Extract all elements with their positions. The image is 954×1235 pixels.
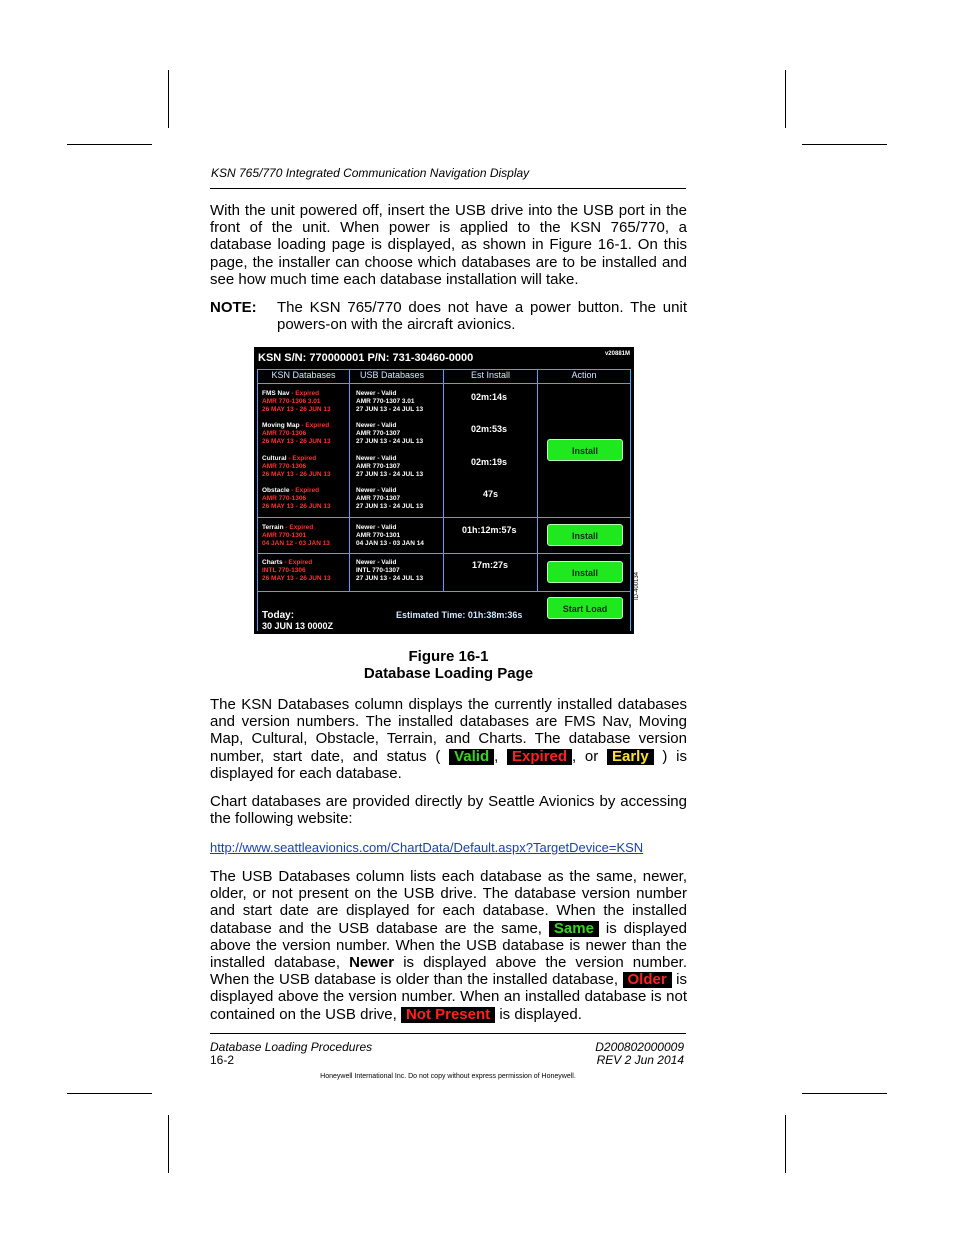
est-install-time: 17m:27s — [472, 560, 509, 570]
est-install-time: 02m:19s — [471, 457, 508, 467]
crop-mark — [785, 70, 786, 128]
column-header-action: Action — [571, 370, 597, 380]
same-badge: Same — [549, 921, 599, 937]
older-badge: Older — [623, 972, 672, 988]
footer-section-title: Database Loading Procedures — [210, 1040, 373, 1054]
crop-mark — [802, 144, 887, 145]
grid-border — [257, 517, 631, 518]
grid-border — [630, 369, 631, 631]
column-header-est: Est Install — [470, 370, 510, 380]
note-label: NOTE: — [210, 299, 257, 316]
crop-mark — [785, 1115, 786, 1173]
usb-databases-paragraph: The USB Databases column lists each database as the same, newer, older, or not present on the USB drive. The database version number and start date are displayed for each database. When the installed database and the USB database are the same, Same is displayed above the version number. When the USB database is newer than the installed database, Newer is displayed above the version number. When the USB database is older than the installed database, Older is displayed above the version number. When an installed database is not contained on the USB drive, Not Present is displayed. — [210, 868, 688, 1023]
today-label: Today: — [262, 610, 295, 621]
install-button[interactable]: Install — [547, 561, 623, 583]
est-install-time: 02m:53s — [471, 424, 508, 434]
est-install-time: 02m:14s — [471, 392, 508, 402]
charts-paragraph: Chart databases are provided directly by Seattle Avionics by accessing the following website: — [210, 793, 687, 828]
grid-border — [257, 591, 631, 592]
column-header-ksn: KSN Databases — [271, 370, 336, 380]
usb-db-cell: Newer - Valid AMR 770-1307 27 JUN 13 - 24 JUL 13 — [356, 422, 424, 445]
start-load-button[interactable]: Start Load — [547, 597, 623, 619]
today-value: 30 JUN 13 0000Z — [262, 621, 334, 631]
header-rule — [210, 188, 686, 189]
usb-db-cell: Newer - Valid AMR 770-1301 04 JAN 13 - 03 JAN 14 — [356, 524, 424, 547]
database-loading-screen — [254, 347, 634, 634]
est-install-time: 01h:12m:57s — [462, 525, 517, 535]
usb-db-cell: Newer - Valid AMR 770-1307 27 JUN 13 - 24 JUL 13 — [356, 455, 424, 478]
early-badge: Early — [607, 749, 654, 765]
usb-db-cell: Newer - Valid INTL 770-1307 27 JUN 13 - 24 JUL 13 — [356, 559, 424, 582]
grid-border — [349, 369, 350, 592]
install-button[interactable]: Install — [547, 524, 623, 546]
footer-rule — [210, 1033, 686, 1034]
figure-title: Database Loading Page — [363, 665, 534, 682]
column-header-usb: USB Databases — [359, 370, 425, 380]
usb-db-cell: Newer - Valid AMR 770-1307 3.01 27 JUN 13 - 24 JUL 13 — [356, 390, 424, 413]
ksn-databases-paragraph: The KSN Databases column displays the currently installed databases and version numbers. The installed databases are FMS Nav, Moving Map, Cultural, Obstacle, Terrain, and Charts. The database version number, start date, and status ( Valid , Expired , or Early ) is displayed for each database. — [210, 696, 687, 782]
figure-number: Figure 16‑1 — [408, 648, 489, 665]
crop-mark — [802, 1093, 887, 1094]
usb-db-cell: Newer - Valid AMR 770-1307 27 JUN 13 - 24 JUL 13 — [356, 487, 424, 510]
expired-badge: Expired — [507, 749, 572, 765]
intro-paragraph: With the unit powered off, insert the USB drive into the USB port in the front of the unit. When power is applied to the KSN 765/770, a database loading page is displayed, as shown in Figure 16‑1. On this page, the installer can choose which databases are to be installed and see how much time each database installation will take. — [210, 202, 687, 288]
screen-version: v20881M — [604, 351, 630, 357]
ksn-db-cell: Moving Map - Expired AMR 770-1306 26 MAY 13 - 26 JUN 13 — [262, 422, 331, 445]
database-grid — [257, 369, 631, 620]
grid-border — [257, 383, 631, 384]
grid-border — [443, 369, 444, 592]
ksn-db-cell: Cultural - Expired AMR 770-1306 26 MAY 13 - 26 JUN 13 — [262, 455, 331, 478]
footer-revision: REV 2 Jun 2014 — [596, 1053, 684, 1067]
ksn-db-cell: FMS Nav - Expired AMR 770-1306 3.01 26 MAY 13 - 26 JUN 13 — [262, 390, 331, 413]
footer-doc-number: D200802000009 — [595, 1040, 684, 1054]
ksn-db-cell: Charts - Expired INTL 770-1306 26 MAY 13 - 26 JUN 13 — [262, 559, 331, 582]
running-header: KSN 765/770 Integrated Communication Navigation Display — [211, 166, 530, 180]
copyright-notice: Honeywell International Inc. Do not copy without express permission of Honeywell. — [320, 1073, 576, 1080]
crop-mark — [168, 1115, 169, 1173]
crop-mark — [168, 70, 169, 128]
not-present-badge: Not Present — [401, 1007, 495, 1023]
grid-border — [537, 369, 538, 592]
valid-badge: Valid — [449, 749, 494, 765]
seattle-avionics-link[interactable]: http://www.seattleavionics.com/ChartData/Default.aspx?TargetDevice=KSN — [210, 840, 644, 855]
estimated-time: Estimated Time: 01h:38m:36s — [396, 610, 523, 620]
ksn-db-cell: Obstacle - Expired AMR 770-1306 26 MAY 13 - 26 JUN 13 — [262, 487, 331, 510]
crop-mark — [67, 1093, 152, 1094]
figure-id: ID-400134 — [634, 571, 640, 600]
grid-border — [257, 553, 631, 554]
grid-border — [257, 369, 258, 631]
install-button[interactable]: Install — [547, 439, 623, 461]
ksn-db-cell: Terrain - Expired AMR 770-1301 04 JAN 12 - 03 JAN 13 — [262, 524, 330, 547]
note-text: The KSN 765/770 does not have a power button. The unit powers‑on with the aircraft avionics. — [277, 299, 687, 334]
footer-page-number: 16-2 — [210, 1053, 235, 1067]
est-install-time: 47s — [483, 489, 499, 499]
newer-label: Newer — [349, 954, 395, 972]
crop-mark — [67, 144, 152, 145]
screen-title: KSN S/N: 770000001 P/N: 731-30460-0000 — [258, 352, 474, 364]
